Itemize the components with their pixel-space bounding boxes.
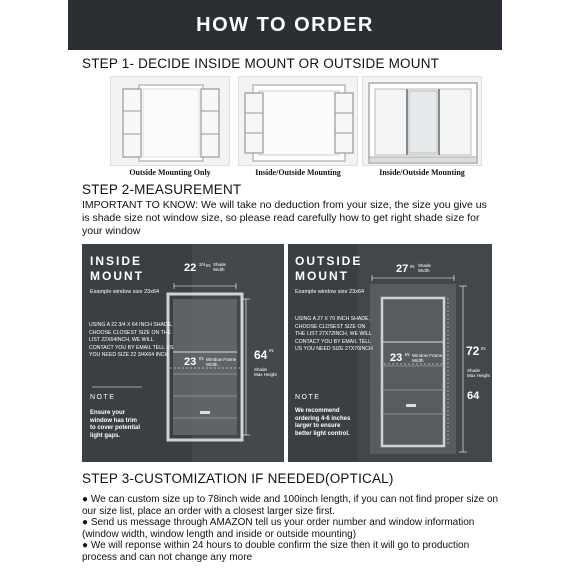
step1-heading: STEP 1- DECIDE INSIDE MOUNT OR OUTSIDE MOUNT (82, 56, 440, 71)
outside-shade-height-label1: Shade (467, 368, 481, 373)
window-image-inside-outside-2 (362, 76, 482, 166)
outside-shade-width-value: 27 (396, 263, 409, 275)
window-image-inside-outside-1 (238, 76, 358, 166)
outside-title-line1: OUTSIDE (295, 254, 363, 268)
outside-shade-width-label1: Shade (418, 263, 432, 268)
inside-shade-width-unit: IN (206, 263, 211, 268)
inside-instructions: USING A 22 3/4 X 64 INCH SHADE, CHOOSE CLOSEST SIZE ON THE LIST 22X64INCH, WE WILL CONTACT YOU BY EMAIL TELL US YOU NEED SIZE 22 3/4X64 INCH (89, 322, 174, 359)
window-caption-3: Inside/Outside Mounting (379, 168, 465, 177)
inside-shade-height-label1: Shade (254, 367, 268, 372)
outside-title-line2: MOUNT (295, 269, 349, 283)
inside-mount-panel (82, 244, 284, 462)
outside-note-body: We recommend ordering 4-6 inches larger to ensure better light control. (295, 408, 351, 437)
inside-shade-width-fraction: 3/4 (199, 262, 206, 267)
outside-example-size: Example window size 23x64 (295, 289, 365, 295)
inside-window-width-value: 23 (184, 356, 197, 368)
window-image-outside-only (110, 76, 230, 166)
outside-shade-height-label2: Max Height (467, 373, 490, 378)
inside-note-body: Ensure your window has trim to cover potential light gaps. (90, 410, 141, 439)
inside-title-line2: MOUNT (90, 269, 144, 283)
outside-note-heading: NOTE (295, 394, 321, 401)
outside-frame-height-value: 64 (467, 390, 480, 402)
window-caption-2: Inside/Outside Mounting (255, 168, 341, 177)
outside-window-width-value: 23 (390, 352, 403, 364)
customization-bullets (82, 494, 502, 564)
outside-shade-height-value: 72 (466, 344, 480, 358)
inside-shade-width-label2: Width (213, 267, 225, 272)
bullet-item: ● Send us message through AMAZON tell us your order number and window information (window width, window length and inside or outside mounting) (82, 517, 475, 540)
outside-mount-panel (288, 244, 492, 462)
window-caption-1: Outside Mounting Only (129, 168, 211, 177)
inside-window-width-label1: Window Frame (206, 357, 237, 362)
inside-shade-width-value: 22 (184, 262, 197, 274)
step2-heading: STEP 2-MEASUREMENT (82, 182, 242, 197)
outside-shade-width-label2: Width (418, 268, 430, 273)
inside-shade-height-label2: Max Height (254, 372, 277, 377)
outside-instructions: USING A 27 X 70 INCH SHADE, CHOOSE CLOSEST SIZE ON THE LIST 27X72INCH, WE WILL CONTACT YOU BY EMAIL TELL US YOU NEED SIZE 27X70INCH (295, 316, 373, 353)
inside-shade-height-value: 64 (254, 348, 268, 362)
inside-note-heading: NOTE (90, 394, 116, 401)
inside-title-line1: INSIDE (90, 254, 143, 268)
outside-window-width-label1: Window Frame (412, 353, 443, 358)
page-title: HOW TO ORDER (196, 14, 374, 36)
inside-window-width-unit: IN (199, 356, 204, 361)
bullet-item: ● We can custom size up to 78inch wide and 100inch length, if you can not find proper size on our size list, place an order with a closest larger size first. (82, 494, 499, 517)
inside-shade-height-unit: IN (269, 348, 274, 353)
outside-shade-height-unit: IN (481, 346, 486, 351)
outside-window-width-label2: Width (412, 358, 424, 363)
inside-window-width-label2: Width (206, 362, 218, 367)
bullet-item: ● We will reponse within 24 hours to double confirm the size then it will go to production process and can not change any more (82, 540, 470, 563)
inside-example-size: Example window size 23x64 (90, 289, 160, 295)
important-notice: IMPORTANT TO KNOW: We will take no deduction from your size, the size you give us is shade size not window size, so please read carefully how to get right shade size for your window (82, 199, 487, 237)
header-banner (68, 0, 502, 50)
outside-shade-width-unit: IN (410, 264, 415, 269)
step3-heading: STEP 3-CUSTOMIZATION IF NEEDED(OPTICAL) (82, 471, 394, 486)
outside-window-width-unit: IN (405, 352, 410, 357)
inside-shade-width-label1: Shade (213, 262, 227, 267)
